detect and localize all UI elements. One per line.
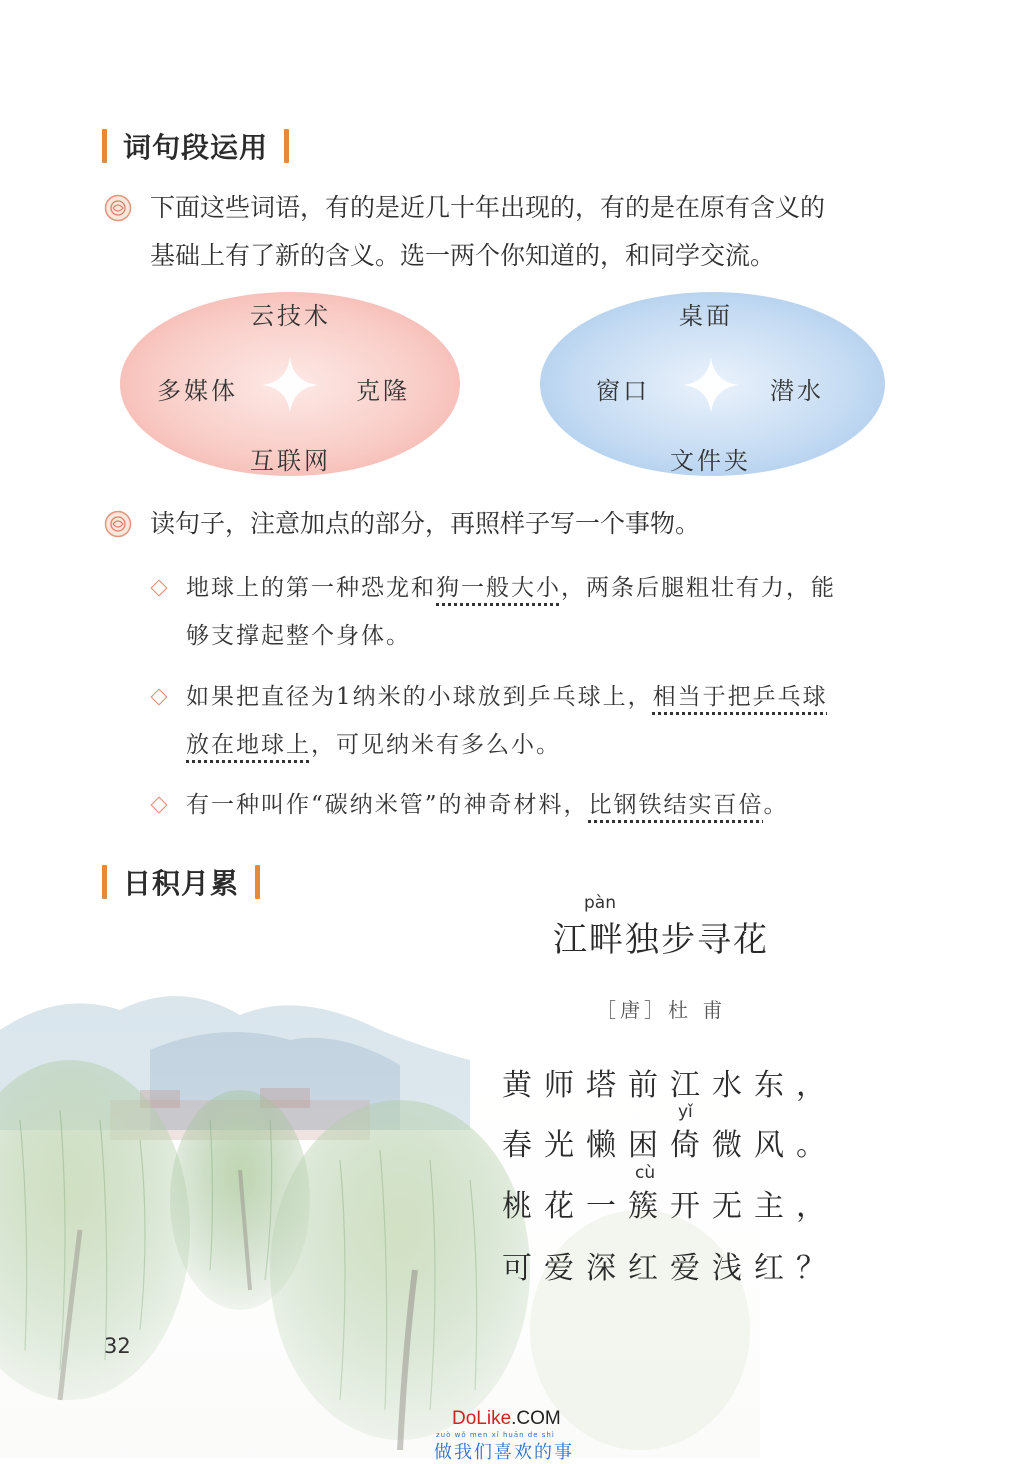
example1-text-a: 地球上的第一种恐龙和 bbox=[186, 575, 436, 601]
example3-dotted: 比钢铁结实百倍 bbox=[588, 792, 764, 818]
poem-line-4: 可爱深红爱浅红？ bbox=[502, 1251, 838, 1286]
section-header-2 bbox=[102, 862, 260, 902]
poem-line-1: 黄师塔前江水东， bbox=[502, 1068, 838, 1103]
page-number: 32 bbox=[104, 1334, 131, 1358]
word-hulianwang: 互联网 bbox=[250, 447, 331, 475]
word-wenjianjia: 文件夹 bbox=[670, 447, 751, 475]
word-zhuomian: 桌面 bbox=[679, 302, 733, 330]
example2-dotted-2: 放在地球上 bbox=[186, 732, 311, 758]
example3-text-b: 。 bbox=[763, 792, 789, 818]
section-bar-left bbox=[102, 865, 107, 899]
watermark-pinyin: zuò wǒ men xǐ huān de shì bbox=[436, 1431, 555, 1439]
watermark-brand bbox=[452, 1408, 561, 1430]
watermark-slogan: 做我们喜欢的事 bbox=[434, 1442, 574, 1463]
sparkle-icon bbox=[260, 355, 320, 415]
word-yunjishu: 云技术 bbox=[250, 302, 331, 330]
word-qianshui: 潜水 bbox=[770, 377, 824, 405]
example1-dotted: 狗一般大小 bbox=[436, 575, 561, 601]
task1-line2: 基础上有了新的含义。选一两个你知道的，和同学交流。 bbox=[150, 241, 776, 270]
section-title: 词句段运用 bbox=[123, 131, 269, 164]
title-pinyin: pàn bbox=[584, 893, 616, 913]
pinyin-yi: yǐ bbox=[678, 1102, 693, 1122]
sparkle-icon bbox=[681, 355, 741, 415]
diamond-icon bbox=[151, 580, 168, 597]
section-bar-right bbox=[255, 865, 260, 899]
example1-line2: 够支撑起整个身体。 bbox=[186, 623, 411, 649]
poem-author: ［唐］杜 甫 bbox=[596, 998, 727, 1022]
section-title: 日积月累 bbox=[123, 867, 240, 900]
example1-line1 bbox=[186, 564, 836, 612]
example2-line2 bbox=[186, 721, 561, 769]
example2-text-a: 如果把直径为1纳米的小球放到乒乓球上， bbox=[186, 684, 653, 710]
flower-icon bbox=[104, 194, 132, 222]
diamond-icon bbox=[151, 797, 168, 814]
task2-text: 读句子，注意加点的部分，再照样子写一个事物。 bbox=[150, 509, 701, 538]
example1-text-b: ，两条后腿粗壮有力，能 bbox=[561, 575, 836, 601]
example2-text-b: ，可见纳米有多么小。 bbox=[311, 732, 561, 758]
word-chuangkou: 窗口 bbox=[596, 377, 650, 405]
watermark-domain: .COM bbox=[511, 1408, 561, 1429]
word-duomeiti: 多媒体 bbox=[157, 377, 238, 405]
section-header-1 bbox=[102, 126, 289, 166]
watermark-brand-name: DoLike bbox=[452, 1408, 512, 1429]
pinyin-cu: cù bbox=[635, 1163, 656, 1183]
word-kelong: 克隆 bbox=[356, 377, 410, 405]
flower-icon bbox=[104, 510, 132, 538]
example2-dotted-1: 相当于把乒乓球 bbox=[652, 684, 828, 710]
section-bar-right bbox=[284, 129, 289, 163]
poem-title: 江畔独步寻花 bbox=[553, 920, 769, 960]
poem-line-3: 桃花一簇开无主， bbox=[502, 1189, 838, 1224]
poem-line-2: 春光懒困倚微风。 bbox=[502, 1128, 838, 1163]
example3-text-a: 有一种叫作“碳纳米管”的神奇材料， bbox=[186, 792, 589, 818]
section-bar-left bbox=[102, 129, 107, 163]
example3-line1 bbox=[186, 781, 789, 829]
example2-line1 bbox=[186, 673, 828, 721]
diamond-icon bbox=[151, 689, 168, 706]
task1-line1: 下面这些词语，有的是近几十年出现的，有的是在原有含义的 bbox=[150, 193, 826, 222]
